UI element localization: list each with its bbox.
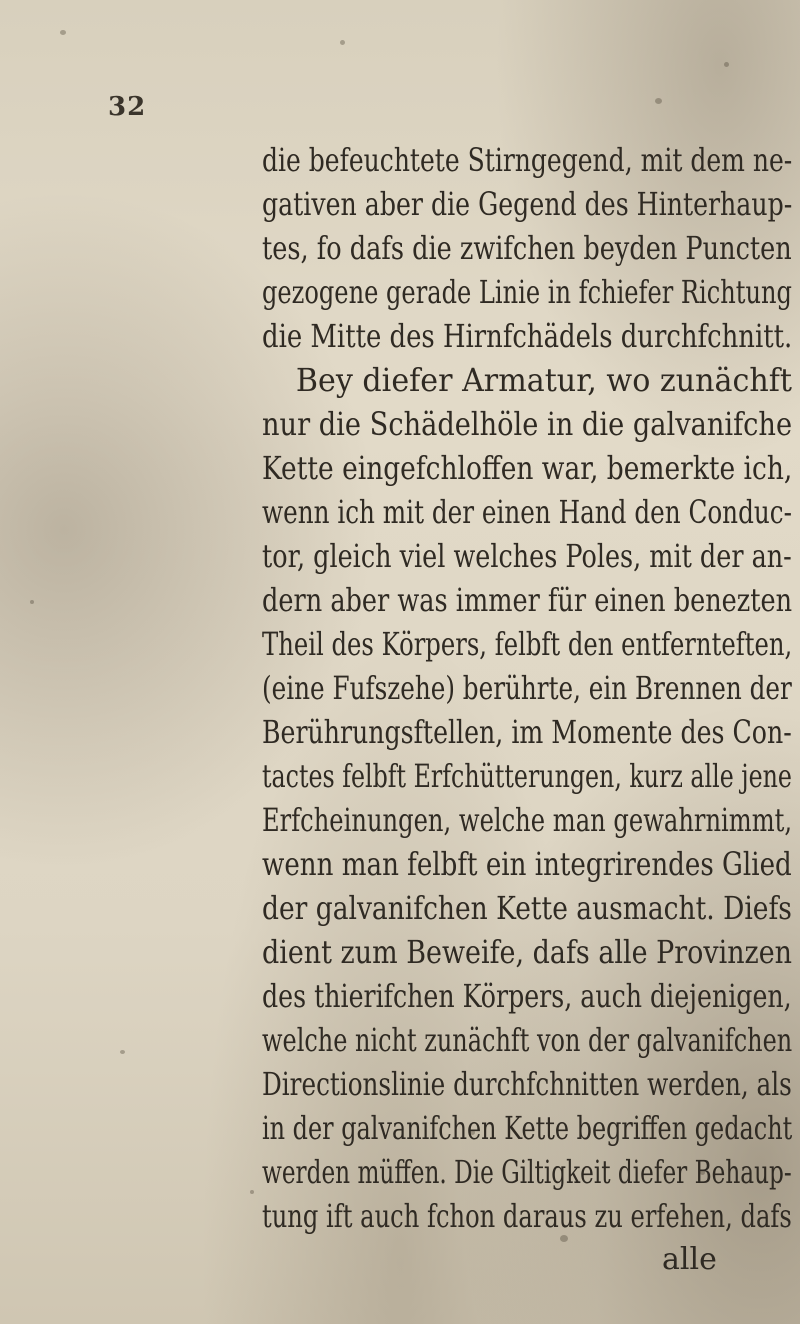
- text-line: tes, fo dafs die zwifchen beyden Puncten: [262, 229, 792, 267]
- paper-speck: [120, 1050, 125, 1054]
- paper-speck: [60, 30, 66, 35]
- text-line: gativen aber die Gegend des Hinterhaup-: [262, 185, 793, 223]
- page-number: 32: [108, 92, 147, 122]
- paper-speck: [340, 40, 345, 45]
- text-line: tor, gleich viel welches Poles, mit der an-: [262, 537, 792, 575]
- text-line: des thierifchen Körpers, auch diejenigen,: [262, 977, 792, 1015]
- paper-speck: [250, 1190, 254, 1194]
- text-line: die befeuchtete Stirngegend, mit dem ne-: [262, 141, 793, 179]
- text-line: der galvanifchen Kette ausmacht. Diefs: [262, 889, 792, 927]
- text-line: Theil des Körpers, felbft den entfernteften,: [262, 625, 793, 663]
- text-line: dient zum Beweife, dafs alle Provinzen: [262, 933, 793, 971]
- text-line: (eine Fufszehe) berührte, ein Brennen der: [262, 669, 792, 707]
- text-line: tung ift auch fchon daraus zu erfehen, dafs: [262, 1197, 792, 1235]
- paper-speck: [655, 98, 662, 104]
- text-line: wenn ich mit der einen Hand den Conduc-: [262, 493, 792, 531]
- text-line: Kette eingefchloffen war, bemerkte ich,: [262, 449, 793, 487]
- text-line: Erfcheinungen, welche man gewahrnimmt,: [262, 801, 793, 839]
- text-line: Berührungsftellen, im Momente des Con-: [262, 713, 792, 751]
- text-line: welche nicht zunächft von der galvanifchen: [262, 1021, 793, 1059]
- text-line: tactes felbft Erfchütterungen, kurz alle jene: [262, 757, 792, 795]
- text-line: wenn man felbft ein integrirendes Glied: [262, 845, 792, 883]
- text-line: die Mitte des Hirnfchädels durchfchnitt.: [262, 317, 793, 355]
- paper-speck: [30, 600, 34, 604]
- text-line: werden müffen. Die Giltigkeit diefer Behaup-: [262, 1153, 792, 1191]
- paper-speck: [560, 1235, 568, 1242]
- text-line: in der galvanifchen Kette begriffen gedacht: [262, 1109, 793, 1147]
- text-line: gezogene gerade Linie in fchiefer Richtung: [262, 273, 792, 311]
- text-line: Bey diefer Armatur, wo zunächft: [295, 361, 793, 399]
- text-line: nur die Schädelhöle in die galvanifche: [262, 405, 793, 443]
- catchword: alle: [662, 1242, 717, 1277]
- text-line: dern aber was immer für einen benezten: [262, 581, 793, 619]
- text-line: Directionslinie durchfchnitten werden, als: [262, 1065, 792, 1103]
- paper-speck: [724, 62, 729, 67]
